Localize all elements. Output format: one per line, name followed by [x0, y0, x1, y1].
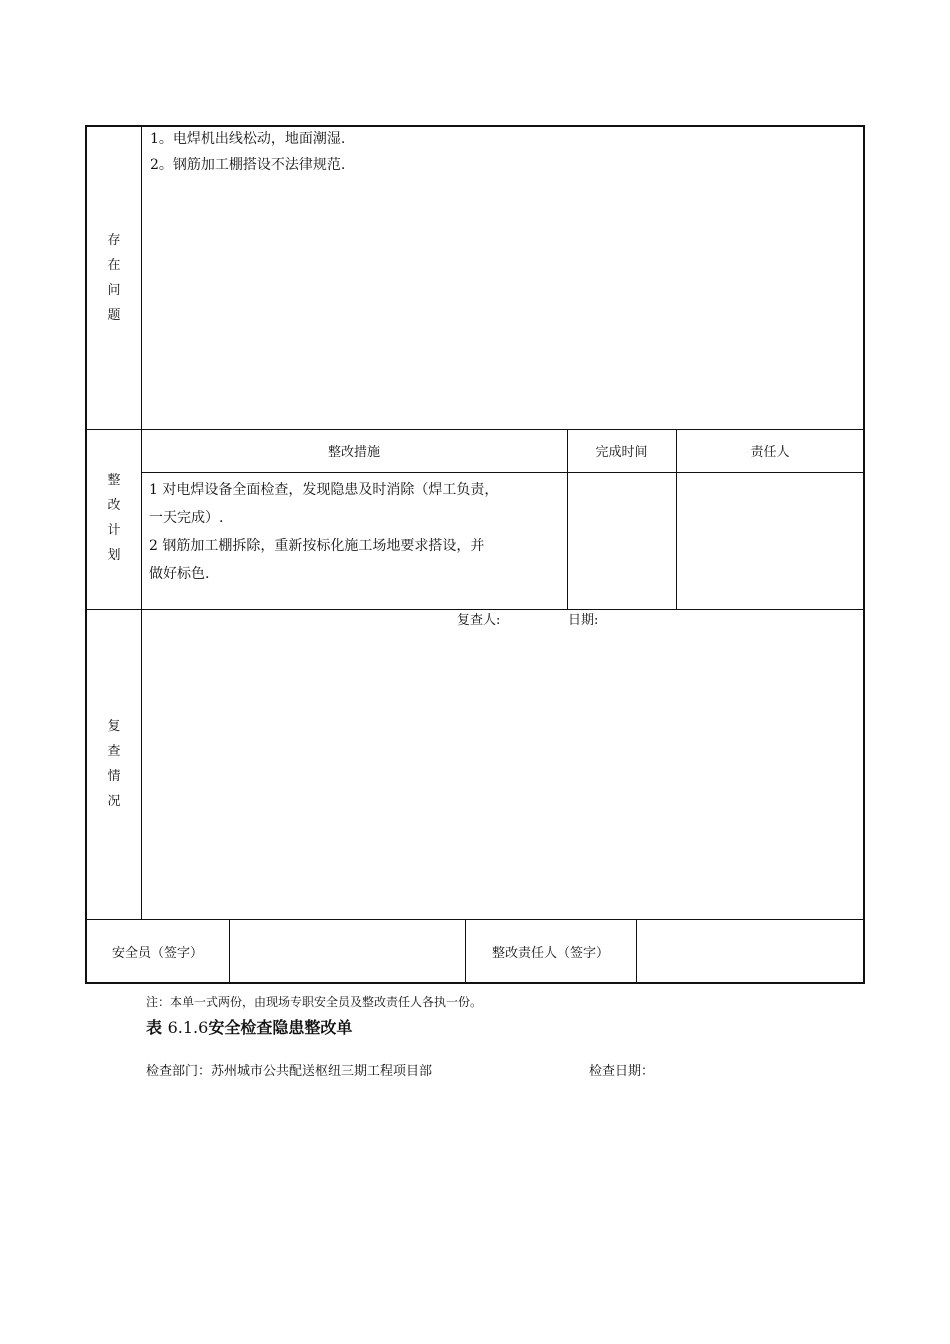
review-date-label: 日期:: [568, 613, 599, 628]
col-divider: [636, 920, 637, 983]
footer-note: 注：本单一式两份，由现场专职安全员及整改责任人各执一份。: [146, 995, 483, 1009]
row-divider: [141, 472, 864, 473]
plan-measures: 1 对电焊设备全面检查，发现隐患及时消除（焊工负责， 一天完成）. 2 钢筋加工棚拆除，重新按标化施工场地要求搭设，并 做好标色.: [149, 482, 499, 582]
rectify-person-signature-label: 整改责任人（签字）: [491, 946, 609, 961]
col-header-measure: 整改措施: [327, 445, 380, 460]
problem-item-2: 2。钢筋加工棚搭设不法律规范.: [150, 157, 346, 173]
row-divider: [86, 429, 864, 430]
problem-item-1: 1。电焊机出线松动，地面潮湿.: [150, 131, 346, 147]
col-divider: [229, 920, 230, 983]
form-title: 表 6.1.6安全检查隐患整改单: [146, 1018, 353, 1037]
review-label: 复 查 情 况: [107, 719, 121, 809]
row-divider: [86, 919, 864, 920]
inspection-date-label: 检查日期：: [589, 1064, 655, 1079]
col-header-person: 责任人: [750, 445, 790, 460]
problems-label: 存 在 问 题: [107, 233, 121, 323]
safety-officer-signature-label: 安全员（签字）: [111, 946, 203, 961]
col-header-time: 完成时间: [595, 445, 648, 460]
inspection-department: 检查部门：苏州城市公共配送枢纽三期工程项目部: [146, 1064, 433, 1079]
plan-label: 整 改 计 划: [107, 473, 121, 563]
reviewer-label: 复查人:: [457, 613, 501, 628]
